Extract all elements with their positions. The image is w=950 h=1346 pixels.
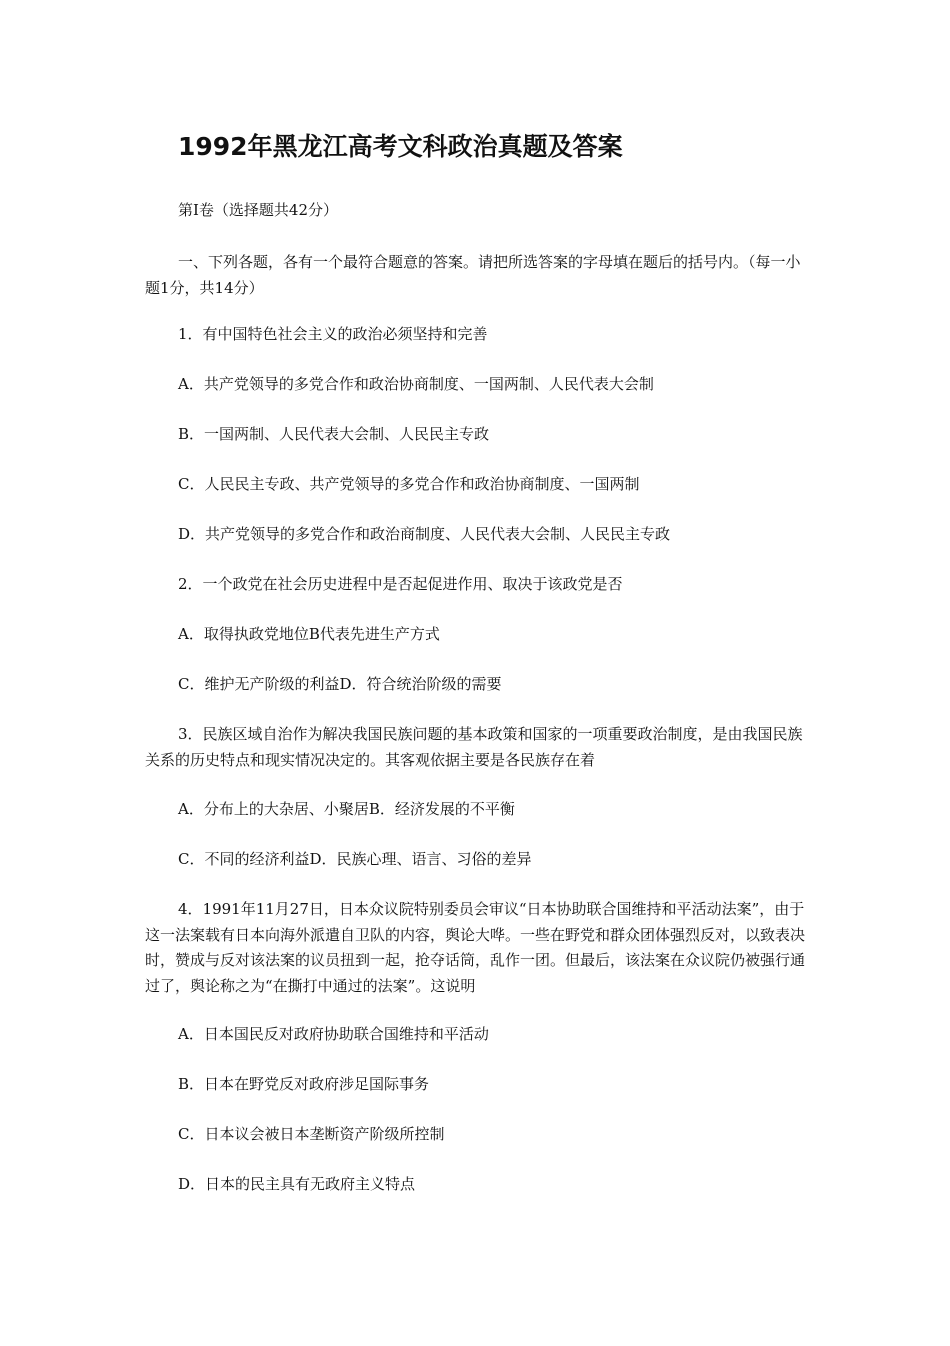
question-4-option-c: C．日本议会被日本垄断资产阶级所控制 (178, 1125, 445, 1143)
question-4-option-d: D．日本的民主具有无政府主义特点 (178, 1175, 416, 1193)
question-4: 4．1991年11月27日，日本众议院特别委员会审议“日本协助联合国维持和平活动法案”，由于这一法案载有日本向海外派遣自卫队的内容，舆论大哗。一些在野党和群众团体强烈反对，以致表决时，赞成与反对该法案的议员扭到一起，抢夺话筒，乱作一团。但最后，该法案在众议院仍被强行通过了，舆论称之为“在撕打中通过的法案”。这说明 (145, 900, 806, 995)
question-4-option-a: A．日本国民反对政府协助联合国维持和平活动 (178, 1025, 489, 1043)
section-heading: 第I卷（选择题共42分） (178, 201, 339, 219)
question-4-option-b: B．日本在野党反对政府涉足国际事务 (178, 1075, 430, 1093)
question-3-options-cd: C．不同的经济利益D．民族心理、语言、习俗的差异 (178, 850, 532, 868)
question-1: 1．有中国特色社会主义的政治必须坚持和完善 (178, 325, 488, 343)
question-2-options-cd: C．维护无产阶级的利益D．符合统治阶级的需要 (178, 675, 502, 693)
question-2-options-ab: A．取得执政党地位B代表先进生产方式 (178, 625, 440, 643)
question-2: 2．一个政党在社会历史进程中是否起促进作用、取决于该政党是否 (178, 575, 623, 593)
document-title: 1992年黑龙江高考文科政治真题及答案 (178, 132, 623, 161)
question-1-option-b: B．一国两制、人民代表大会制、人民民主专政 (178, 425, 490, 443)
question-1-option-c: C．人民民主专政、共产党领导的多党合作和政治协商制度、一国两制 (178, 475, 640, 493)
question-1-option-d: D．共产党领导的多党合作和政治商制度、人民代表大会制、人民民主专政 (178, 525, 671, 543)
question-3: 3．民族区域自治作为解决我国民族问题的基本政策和国家的一项重要政治制度，是由我国民族关系的历史特点和现实情况决定的。其客观依据主要是各民族存在着 (145, 725, 803, 769)
instruction-paragraph: 一、下列各题，各有一个最符合题意的答案。请把所选答案的字母填在题后的括号内。（每一小题1分，共14分） (145, 253, 801, 297)
question-3-options-ab: A．分布上的大杂居、小聚居B．经济发展的不平衡 (178, 800, 515, 818)
question-1-option-a: A．共产党领导的多党合作和政治协商制度、一国两制、人民代表大会制 (178, 375, 654, 393)
